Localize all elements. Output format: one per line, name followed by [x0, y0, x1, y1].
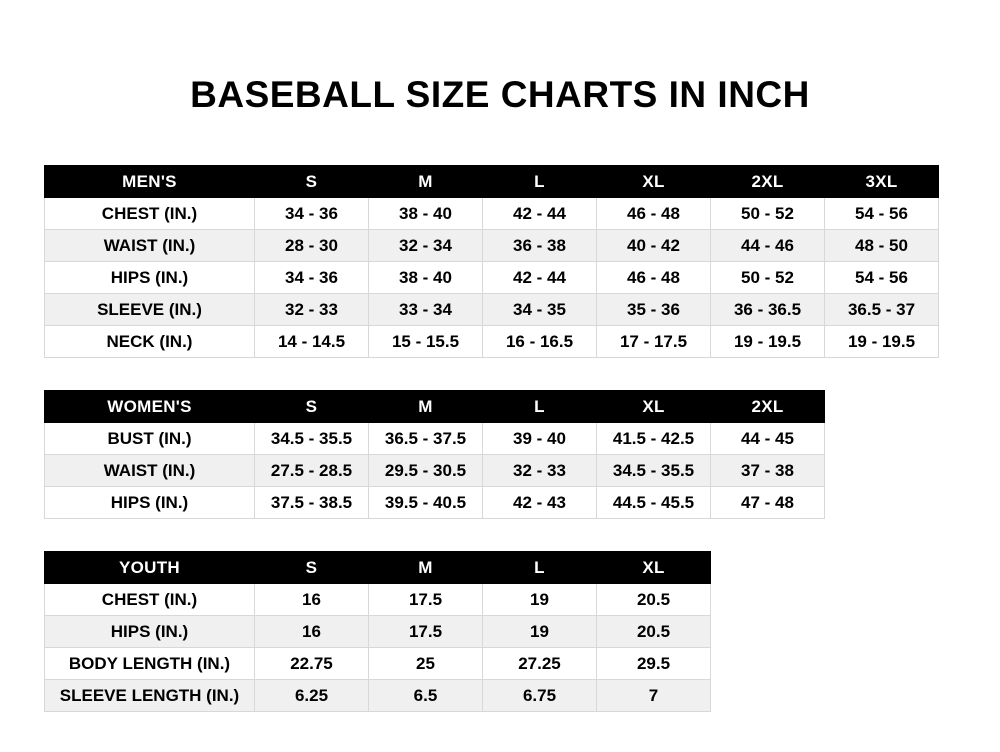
row-label: HIPS (IN.) [45, 262, 255, 294]
mens-size-table [44, 165, 939, 358]
cell: 46 - 48 [597, 198, 711, 230]
mens-header-m: M [369, 166, 483, 198]
table-row [45, 423, 825, 455]
cell: 48 - 50 [825, 230, 939, 262]
cell: 47 - 48 [711, 487, 825, 519]
cell: 42 - 44 [483, 198, 597, 230]
row-label: WAIST (IN.) [45, 455, 255, 487]
cell: 14 - 14.5 [255, 326, 369, 358]
womens-header-label: WOMEN'S [45, 391, 255, 423]
row-label: HIPS (IN.) [45, 487, 255, 519]
cell: 44 - 46 [711, 230, 825, 262]
cell: 29.5 [597, 648, 711, 680]
youth-size-table [44, 551, 711, 712]
cell: 27.5 - 28.5 [255, 455, 369, 487]
mens-header-s: S [255, 166, 369, 198]
row-label: CHEST (IN.) [45, 584, 255, 616]
row-label: NECK (IN.) [45, 326, 255, 358]
mens-table-header [45, 166, 939, 198]
table-row [45, 326, 939, 358]
page-title: BASEBALL SIZE CHARTS IN INCH [190, 74, 810, 115]
cell: 6.75 [483, 680, 597, 712]
cell: 34 - 36 [255, 198, 369, 230]
cell: 37 - 38 [711, 455, 825, 487]
cell: 42 - 44 [483, 262, 597, 294]
cell: 44 - 45 [711, 423, 825, 455]
youth-header-m: M [369, 552, 483, 584]
cell: 25 [369, 648, 483, 680]
cell: 50 - 52 [711, 262, 825, 294]
mens-header-xl: XL [597, 166, 711, 198]
cell: 15 - 15.5 [369, 326, 483, 358]
cell: 19 - 19.5 [711, 326, 825, 358]
cell: 22.75 [255, 648, 369, 680]
womens-header-l: L [483, 391, 597, 423]
cell: 34 - 35 [483, 294, 597, 326]
cell: 20.5 [597, 584, 711, 616]
table-row [45, 487, 825, 519]
cell: 50 - 52 [711, 198, 825, 230]
cell: 35 - 36 [597, 294, 711, 326]
row-label: WAIST (IN.) [45, 230, 255, 262]
mens-header-3xl: 3XL [825, 166, 939, 198]
table-row [45, 616, 711, 648]
table-row [45, 198, 939, 230]
cell: 36.5 - 37.5 [369, 423, 483, 455]
table-row [45, 262, 939, 294]
cell: 34.5 - 35.5 [597, 455, 711, 487]
cell: 7 [597, 680, 711, 712]
table-row [45, 294, 939, 326]
cell: 17.5 [369, 584, 483, 616]
womens-size-table [44, 390, 825, 519]
table-row [45, 230, 939, 262]
youth-header-s: S [255, 552, 369, 584]
cell: 40 - 42 [597, 230, 711, 262]
table-header-row [45, 166, 939, 198]
cell: 39 - 40 [483, 423, 597, 455]
cell: 32 - 33 [255, 294, 369, 326]
cell: 32 - 33 [483, 455, 597, 487]
row-label: SLEEVE (IN.) [45, 294, 255, 326]
cell: 36 - 38 [483, 230, 597, 262]
womens-table-header [45, 391, 825, 423]
cell: 33 - 34 [369, 294, 483, 326]
mens-header-label: MEN'S [45, 166, 255, 198]
cell: 34.5 - 35.5 [255, 423, 369, 455]
mens-table-body [45, 198, 939, 358]
row-label: BODY LENGTH (IN.) [45, 648, 255, 680]
mens-header-l: L [483, 166, 597, 198]
cell: 20.5 [597, 616, 711, 648]
cell: 6.5 [369, 680, 483, 712]
cell: 34 - 36 [255, 262, 369, 294]
cell: 32 - 34 [369, 230, 483, 262]
cell: 19 - 19.5 [825, 326, 939, 358]
youth-header-l: L [483, 552, 597, 584]
cell: 28 - 30 [255, 230, 369, 262]
row-label: CHEST (IN.) [45, 198, 255, 230]
cell: 6.25 [255, 680, 369, 712]
cell: 17 - 17.5 [597, 326, 711, 358]
cell: 16 [255, 616, 369, 648]
table-row [45, 455, 825, 487]
youth-table-body [45, 584, 711, 712]
cell: 36.5 - 37 [825, 294, 939, 326]
womens-header-s: S [255, 391, 369, 423]
mens-header-2xl: 2XL [711, 166, 825, 198]
cell: 41.5 - 42.5 [597, 423, 711, 455]
size-tables-container [0, 165, 1000, 712]
cell: 19 [483, 616, 597, 648]
row-label: SLEEVE LENGTH (IN.) [45, 680, 255, 712]
table-row [45, 648, 711, 680]
cell: 42 - 43 [483, 487, 597, 519]
cell: 16 [255, 584, 369, 616]
youth-header-label: YOUTH [45, 552, 255, 584]
cell: 38 - 40 [369, 198, 483, 230]
cell: 54 - 56 [825, 262, 939, 294]
youth-table-header [45, 552, 711, 584]
cell: 46 - 48 [597, 262, 711, 294]
cell: 17.5 [369, 616, 483, 648]
cell: 37.5 - 38.5 [255, 487, 369, 519]
cell: 39.5 - 40.5 [369, 487, 483, 519]
cell: 16 - 16.5 [483, 326, 597, 358]
table-header-row [45, 552, 711, 584]
womens-header-2xl: 2XL [711, 391, 825, 423]
cell: 54 - 56 [825, 198, 939, 230]
table-header-row [45, 391, 825, 423]
womens-header-m: M [369, 391, 483, 423]
cell: 36 - 36.5 [711, 294, 825, 326]
table-row [45, 584, 711, 616]
cell: 38 - 40 [369, 262, 483, 294]
womens-table-body [45, 423, 825, 519]
cell: 27.25 [483, 648, 597, 680]
youth-header-xl: XL [597, 552, 711, 584]
cell: 29.5 - 30.5 [369, 455, 483, 487]
womens-header-xl: XL [597, 391, 711, 423]
cell: 44.5 - 45.5 [597, 487, 711, 519]
row-label: BUST (IN.) [45, 423, 255, 455]
row-label: HIPS (IN.) [45, 616, 255, 648]
cell: 19 [483, 584, 597, 616]
table-row [45, 680, 711, 712]
